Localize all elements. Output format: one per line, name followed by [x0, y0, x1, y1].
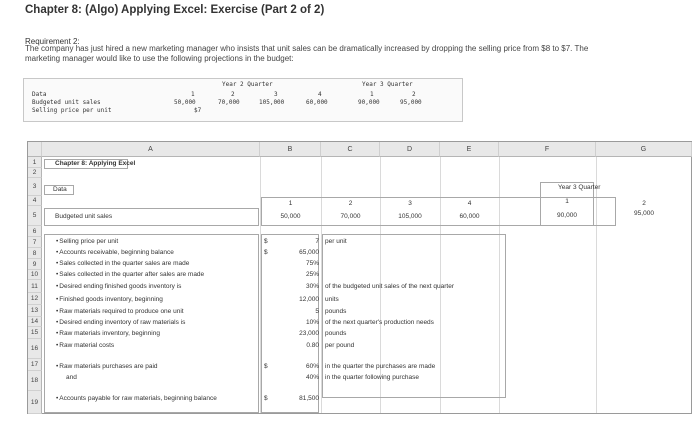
db-y3q2: 2 [412, 91, 416, 98]
value-cell[interactable]: 5 [315, 308, 319, 315]
unit-sales-cell[interactable]: 70,000 [340, 213, 361, 220]
row-header[interactable]: 1 [28, 157, 42, 168]
year3-quarter-cell[interactable]: Year 3 Quarter [558, 184, 601, 191]
row-header[interactable]: 4 [28, 196, 42, 206]
column-header-d[interactable]: D [380, 142, 440, 157]
row-header[interactable]: 11 [28, 280, 42, 293]
column-header-b[interactable]: B [260, 142, 321, 157]
sheet-title-cell[interactable]: Chapter 8: Applying Excel [55, 160, 136, 167]
row-header[interactable]: 17 [28, 359, 42, 371]
column-header-c[interactable]: C [321, 142, 380, 157]
dollar-sign: $ [264, 395, 268, 402]
dollar-sign: $ [264, 238, 268, 245]
note-cell[interactable]: per unit [325, 238, 347, 245]
note-cell[interactable]: of the next quarter's production needs [325, 319, 434, 326]
dollar-sign: $ [264, 363, 268, 370]
quarter-cell[interactable]: 4 [467, 200, 472, 207]
value-cell[interactable]: 25% [305, 271, 319, 278]
note-cell[interactable]: in the quarter following purchase [325, 374, 419, 381]
data-cell[interactable]: Data [53, 186, 67, 193]
db-sales-1: 50,000 [174, 99, 196, 106]
note-cell[interactable]: pounds [325, 330, 347, 337]
label-cell[interactable]: • Raw materials required to produce one unit [56, 308, 184, 315]
corner-cell [28, 142, 42, 157]
row-header[interactable]: 3 [28, 178, 42, 196]
db-sales-3: 105,000 [259, 99, 285, 106]
db-q3: 3 [274, 91, 278, 98]
unit-sales-cell[interactable]: 50,000 [280, 213, 301, 220]
row-header[interactable]: 8 [28, 248, 42, 259]
db-sales-6: 95,000 [400, 99, 422, 106]
row-header[interactable]: 13 [28, 305, 42, 317]
row-header[interactable]: 19 [28, 391, 42, 414]
year3-sales-cell[interactable]: 95,000 [634, 210, 654, 217]
unit-sales-cell[interactable]: 105,000 [398, 213, 422, 220]
row-header[interactable]: 5 [28, 206, 42, 226]
label-cell[interactable]: • Sales collected in the quarter after sales are made [56, 271, 204, 278]
value-cell[interactable]: 40% [305, 374, 319, 381]
label-cell[interactable]: • Selling price per unit [56, 238, 118, 245]
quarter-cell[interactable]: 1 [288, 200, 293, 207]
value-cell[interactable]: 7 [315, 238, 319, 245]
db-q1: 1 [191, 91, 195, 98]
year3-quarter-label: Year 3 Quarter [362, 81, 413, 88]
note-cell[interactable]: per pound [325, 342, 355, 349]
db-y3q1: 1 [370, 91, 374, 98]
db-sales-5: 90,000 [358, 99, 380, 106]
label-cell[interactable]: • Desired ending finished goods inventory is [56, 283, 181, 290]
unit-sales-cell[interactable]: 60,000 [459, 213, 480, 220]
row-header[interactable]: 14 [28, 317, 42, 327]
column-header-a[interactable]: A [42, 142, 260, 157]
requirement-text: The company has just hired a new marketing manager who insists that unit sales can be dramatically increased by dropping the selling price from $8 to $7. The marketing manager would like to use the following projections in the budget: [25, 44, 589, 63]
value-cell[interactable]: 10% [305, 319, 319, 326]
budgeted-unit-sales-cell[interactable]: Budgeted unit sales [55, 213, 113, 220]
label-cell[interactable]: and [66, 374, 77, 381]
label-cell[interactable]: • Raw material costs [56, 342, 114, 349]
quarter-cell[interactable]: 3 [408, 200, 412, 207]
data-label: Data [32, 91, 47, 98]
selling-price-label: Selling price per unit [32, 107, 112, 114]
value-cell[interactable]: 0.80 [306, 342, 319, 349]
dollar-sign: $ [264, 249, 268, 256]
quarter-cell[interactable]: 2 [348, 200, 353, 207]
data-block [23, 78, 463, 122]
year2-quarter-label: Year 2 Quarter [222, 81, 273, 88]
label-cell[interactable]: • Finished goods inventory, beginning [56, 296, 163, 303]
note-cell[interactable]: pounds [325, 308, 347, 315]
row-header[interactable]: 10 [28, 270, 42, 280]
label-cell[interactable]: • Raw materials purchases are paid [56, 363, 158, 370]
row-header[interactable]: 6 [28, 226, 42, 237]
row-header[interactable]: 12 [28, 293, 42, 305]
value-cell[interactable]: 12,000 [299, 296, 319, 303]
db-q4: 4 [318, 91, 322, 98]
requirement-heading: Requirement 2: [25, 37, 80, 46]
note-cell[interactable]: units [325, 296, 339, 303]
page-title: Chapter 8: (Algo) Applying Excel: Exercise (Part 2 of 2) [25, 4, 325, 16]
label-cell[interactable]: • Desired ending inventory of raw materials is [56, 319, 185, 326]
value-cell[interactable]: 65,000 [299, 249, 319, 256]
db-sales-4: 60,000 [306, 99, 328, 106]
year3-quarter-num[interactable]: 2 [642, 200, 646, 207]
db-q2: 2 [231, 91, 235, 98]
value-cell[interactable]: 81,500 [299, 395, 319, 402]
value-cell[interactable]: 60% [305, 363, 319, 370]
row-header[interactable]: 9 [28, 259, 42, 270]
spreadsheet [27, 141, 692, 414]
label-cell[interactable]: • Sales collected in the quarter sales are made [56, 260, 189, 267]
column-header-g[interactable]: G [596, 142, 692, 157]
row-header[interactable]: 7 [28, 237, 42, 248]
db-sales-2: 70,000 [218, 99, 240, 106]
value-cell[interactable]: 23,000 [299, 330, 319, 337]
value-cell[interactable]: 30% [305, 283, 319, 290]
db-selling-price: $7 [194, 107, 202, 114]
row-header[interactable]: 16 [28, 339, 42, 359]
label-cell[interactable]: • Raw materials inventory, beginning [56, 330, 160, 337]
column-header-e[interactable]: E [440, 142, 499, 157]
note-cell[interactable]: in the quarter the purchases are made [325, 363, 436, 370]
label-cell[interactable]: • Accounts receivable, beginning balance [56, 249, 174, 256]
value-cell[interactable]: 75% [305, 260, 319, 267]
year3-quarter-num[interactable]: 1 [565, 198, 569, 205]
label-cell[interactable]: • Accounts payable for raw materials, beginning balance [56, 395, 217, 402]
row-header[interactable]: 15 [28, 327, 42, 339]
row-header[interactable]: 18 [28, 371, 42, 391]
row-header[interactable]: 2 [28, 168, 42, 178]
column-header-f[interactable]: F [499, 142, 596, 157]
budgeted-unit-sales-label: Budgeted unit sales [32, 99, 101, 106]
note-cell[interactable]: of the budgeted unit sales of the next quarter [325, 283, 455, 290]
year3-sales-cell[interactable]: 90,000 [557, 212, 577, 219]
